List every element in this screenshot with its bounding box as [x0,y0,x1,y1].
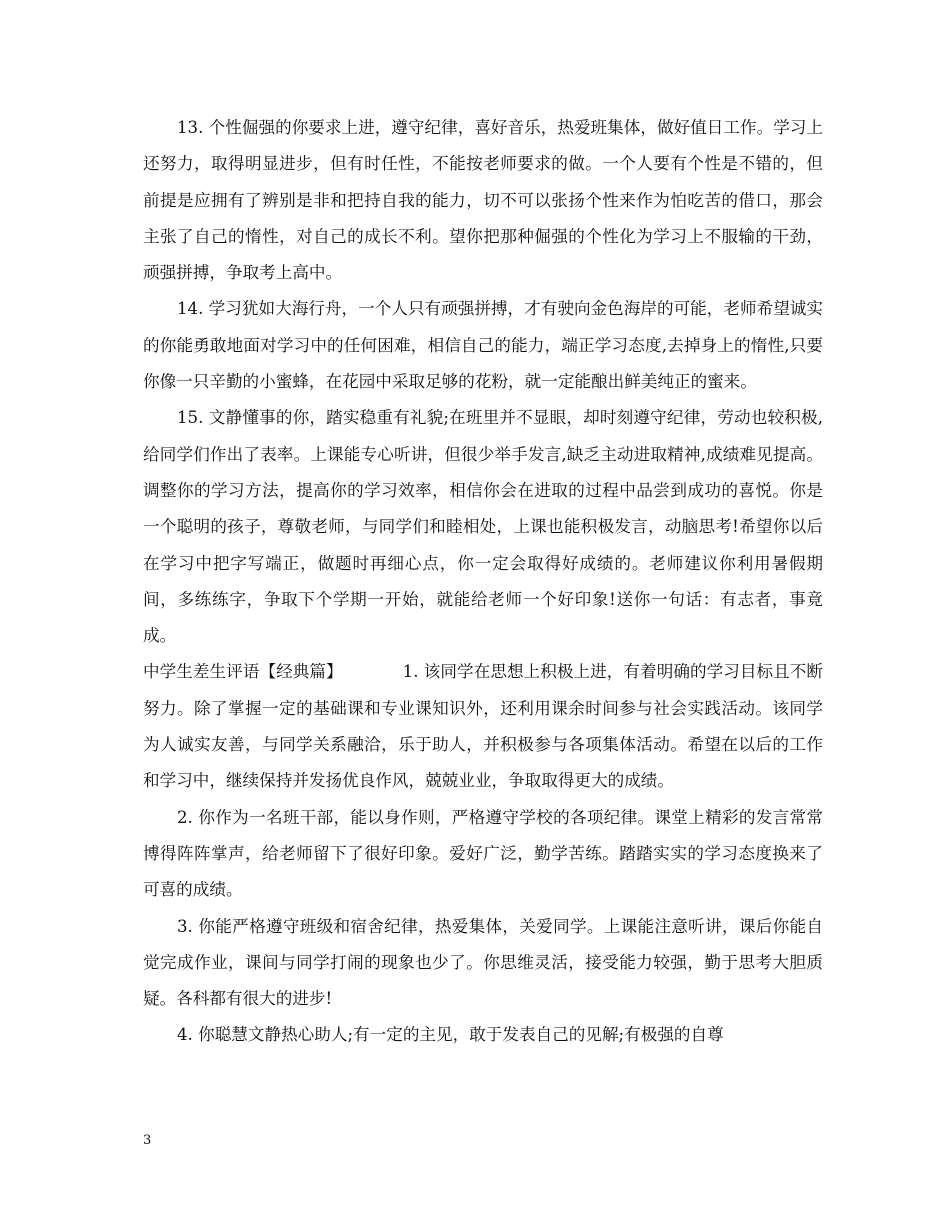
comment-paragraph-15: 15. 文静懂事的你，踏实稳重有礼貌;在班里并不显眼，却时刻遵守纪律，劳动也较积极,给同学们作出了表率。上课能专心听讲，但很少举手发言,缺乏主动进取精神,成绩难见提高。调整你的学习方法，提高你的学习效率，相信你会在进取的过程中品尝到成功的喜悦。你是一个聪明的孩子，尊敬老师，与同学们和睦相处，上课也能积极发言，动脑思考!希望你以后在学习中把字写端正，做题时再细心点，你一定会取得好成绩的。老师建议你利用暑假期间，多练练字，争取下个学期一开始，就能给老师一个好印象!送你一句话：有志者，事竟成。 [143,408,823,646]
comment-paragraph-4: 4. 你聪慧文静热心助人;有一定的主见，敢于发表自己的见解;有极强的自尊 [177,1025,724,1045]
section-comment-1: 1. 该同学在思想上积极上进，有着明确的学习目标且不断努力。除了掌握一定的基础课和专业课知识外，还利用课余时间参与社会实践活动。该同学为人诚实友善，与同学关系融洽，乐于助人，并积极参与各项集体活动。希望在以后的工作和学习中，继续保持并发扬优良作风，兢兢业业，争取取得更大的成绩。 [143,662,824,791]
comment-paragraph-14: 14. 学习犹如大海行舟，一个人只有顽强拼搏，才有驶向金色海岸的可能，老师希望诚实的你能勇敢地面对学习中的任何困难，相信自己的能力，端正学习态度,去掉身上的惰性,只要你像一只辛勤的小蜜蜂，在花园中采取足够的花粉，就一定能酿出鲜美纯正的蜜来。 [143,299,823,392]
comment-paragraph-3: 3. 你能严格遵守班级和宿舍纪律，热爱集体，关爱同学。上课能注意听讲，课后你能自觉完成作业，课间与同学打闹的现象也少了。你思维灵活，接受能力较强，勤于思考大胆质疑。各科都有很大的进步! [143,916,823,1009]
comment-paragraph-2: 2. 你作为一名班干部，能以身作则，严格遵守学校的各项纪律。课堂上精彩的发言常常博得阵阵掌声，给老师留下了很好印象。爱好广泛，勤学苦练。踏踏实实的学习态度换来了可喜的成绩。 [143,807,823,900]
document-body [143,110,823,1054]
section-first-paragraph [143,654,823,799]
page-number: 3 [143,1133,152,1148]
comment-paragraph-13: 13. 个性倔强的你要求上进，遵守纪律，喜好音乐，热爱班集体，做好值日工作。学习上还努力，取得明显进步，但有时任性，不能按老师要求的做。一个人要有个性是不错的，但前提是应拥有了辨别是非和把持自我的能力，切不可以张扬个性来作为怕吃苦的借口，那会主张了自己的惰性，对自己的成长不利。望你把那种倔强的个性化为学习上不服输的干劲，顽强拼搏，争取考上高中。 [143,118,823,283]
section-heading: 中学生差生评语【经典篇】 [143,662,343,682]
